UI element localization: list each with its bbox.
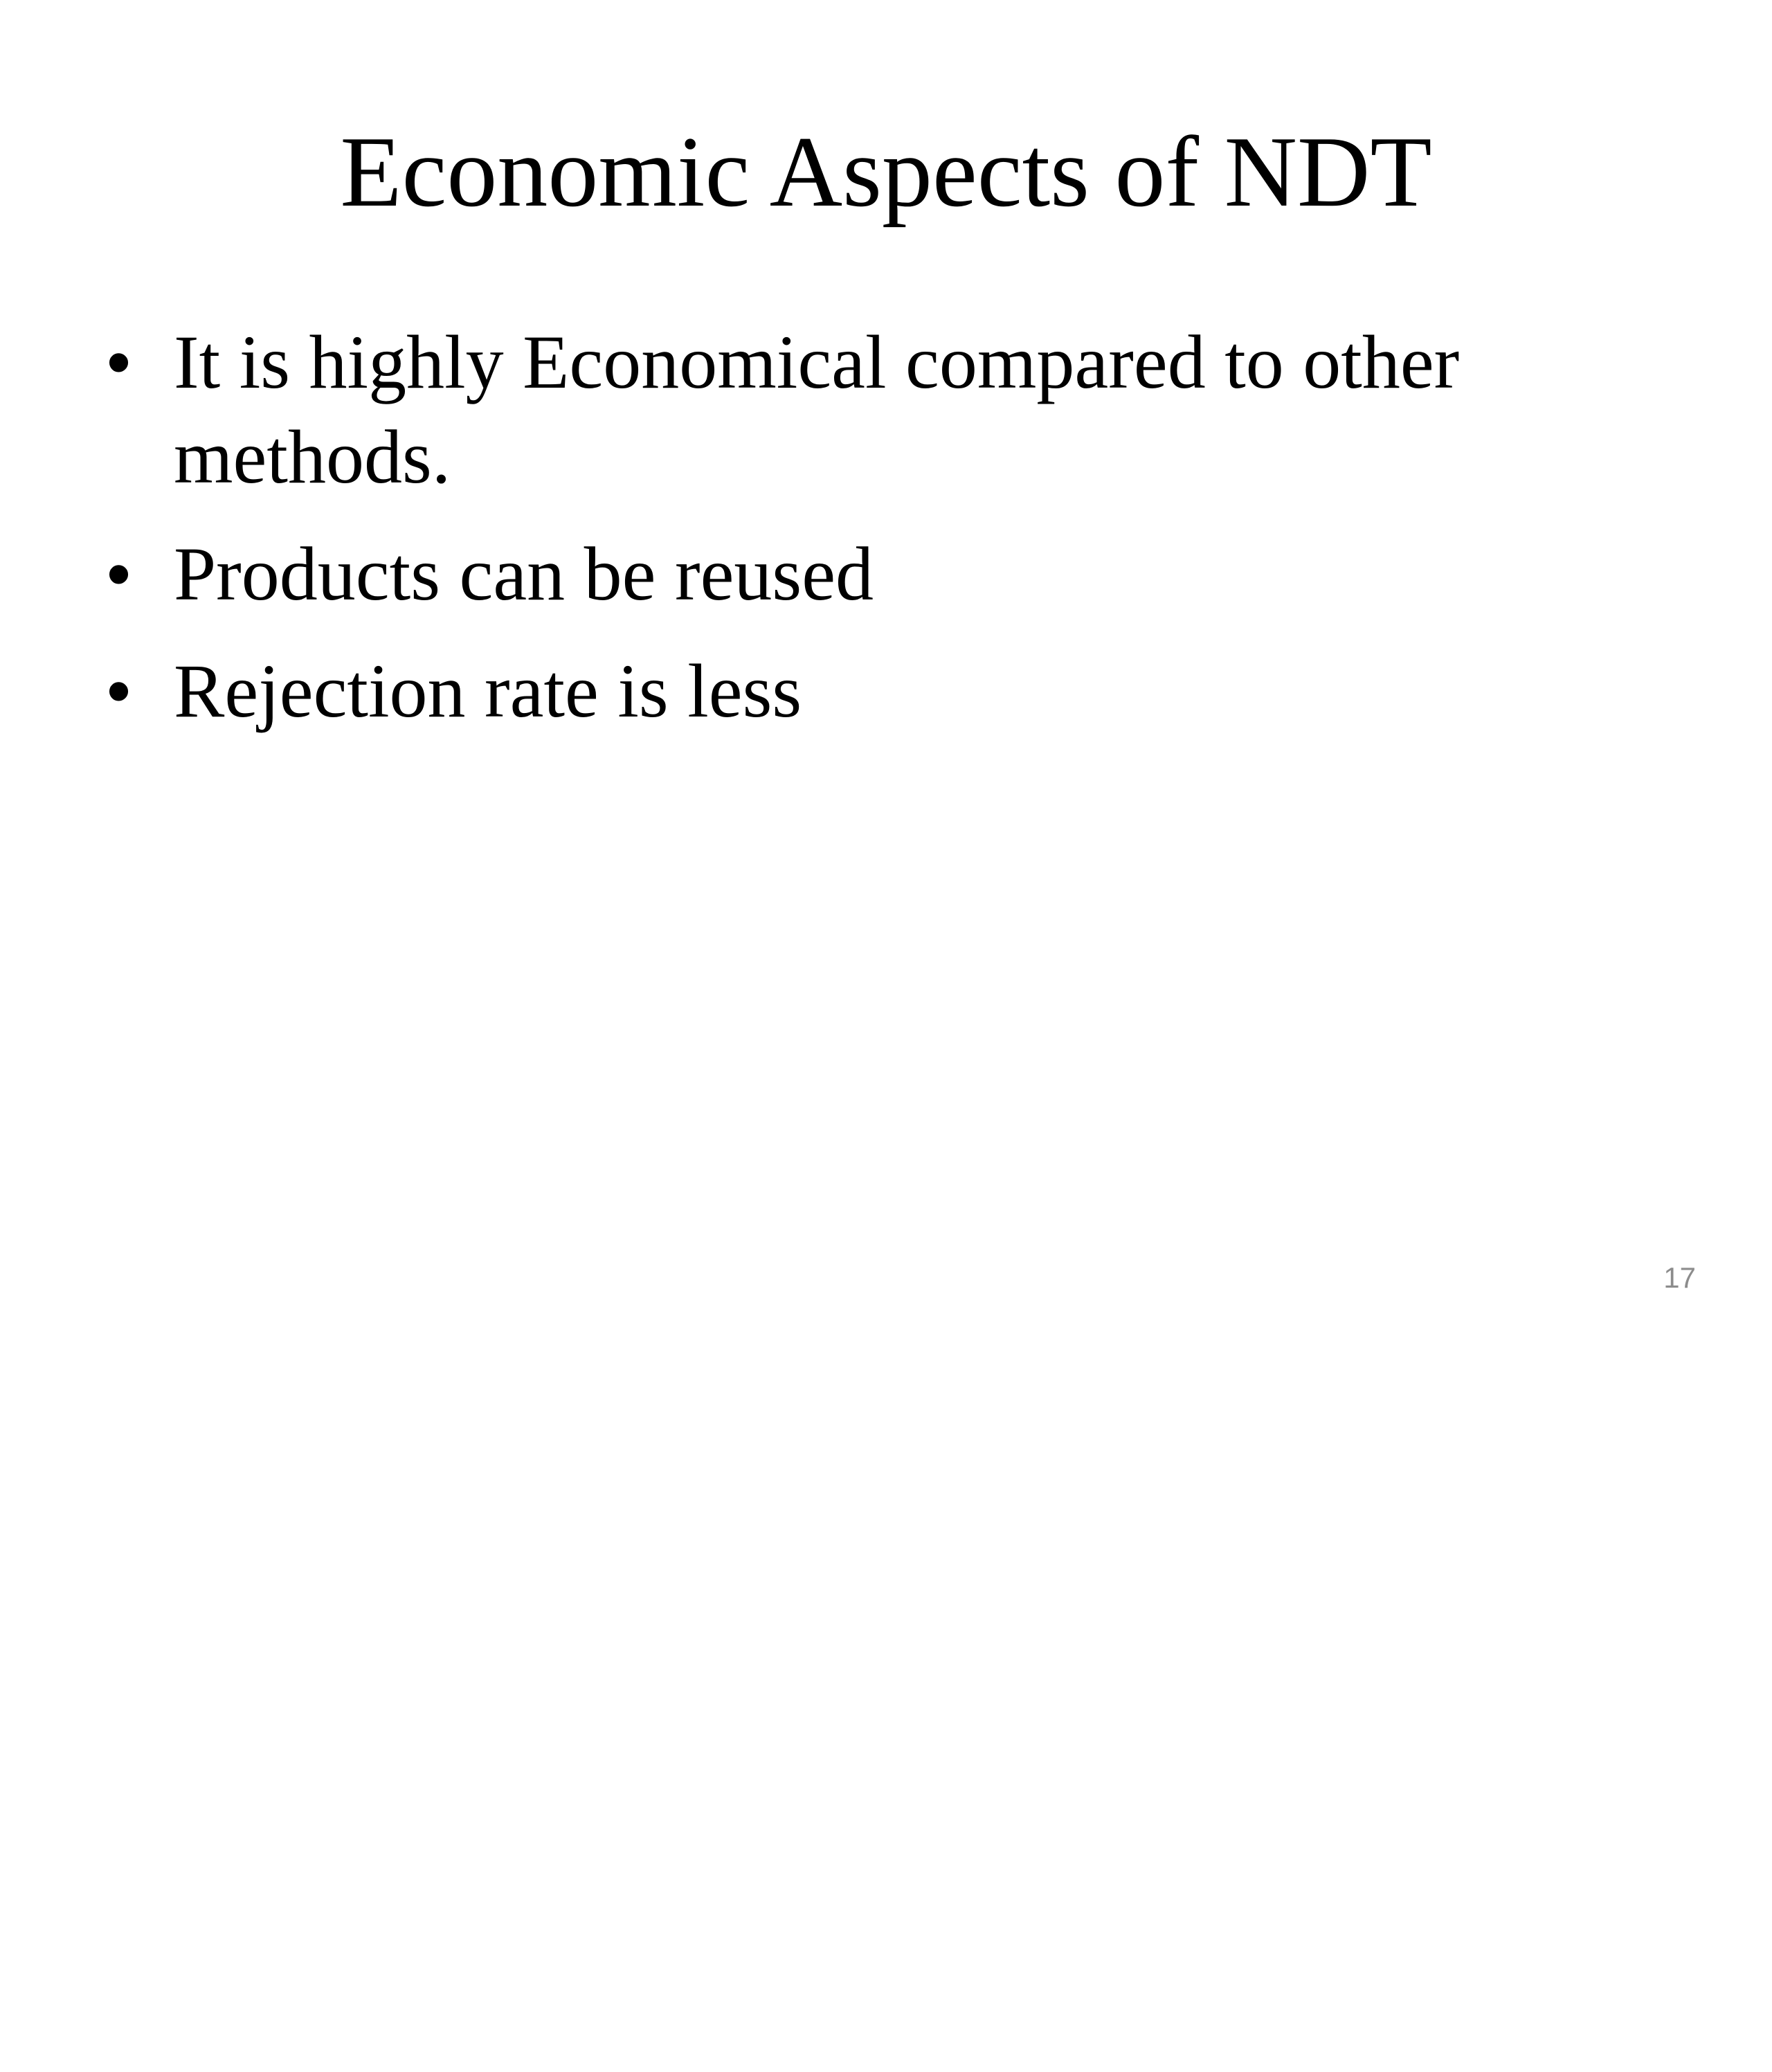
bullet-text: Products can be reused [174,532,874,616]
slide-title: Economic Aspects of NDT [340,116,1432,228]
bullet-text: It is highly Economical compared to other methods. [174,320,1460,499]
bullet-dot-icon: • [107,652,132,730]
page-number: 17 [1663,1261,1696,1294]
bullet-list [0,315,1661,761]
bullet-dot-icon: • [107,535,132,613]
bullet-item [0,315,1661,505]
bullet-item [0,644,1661,739]
bullet-item [0,527,1661,622]
bullet-dot-icon: • [107,323,132,401]
bullet-text: Rejection rate is less [174,649,802,733]
